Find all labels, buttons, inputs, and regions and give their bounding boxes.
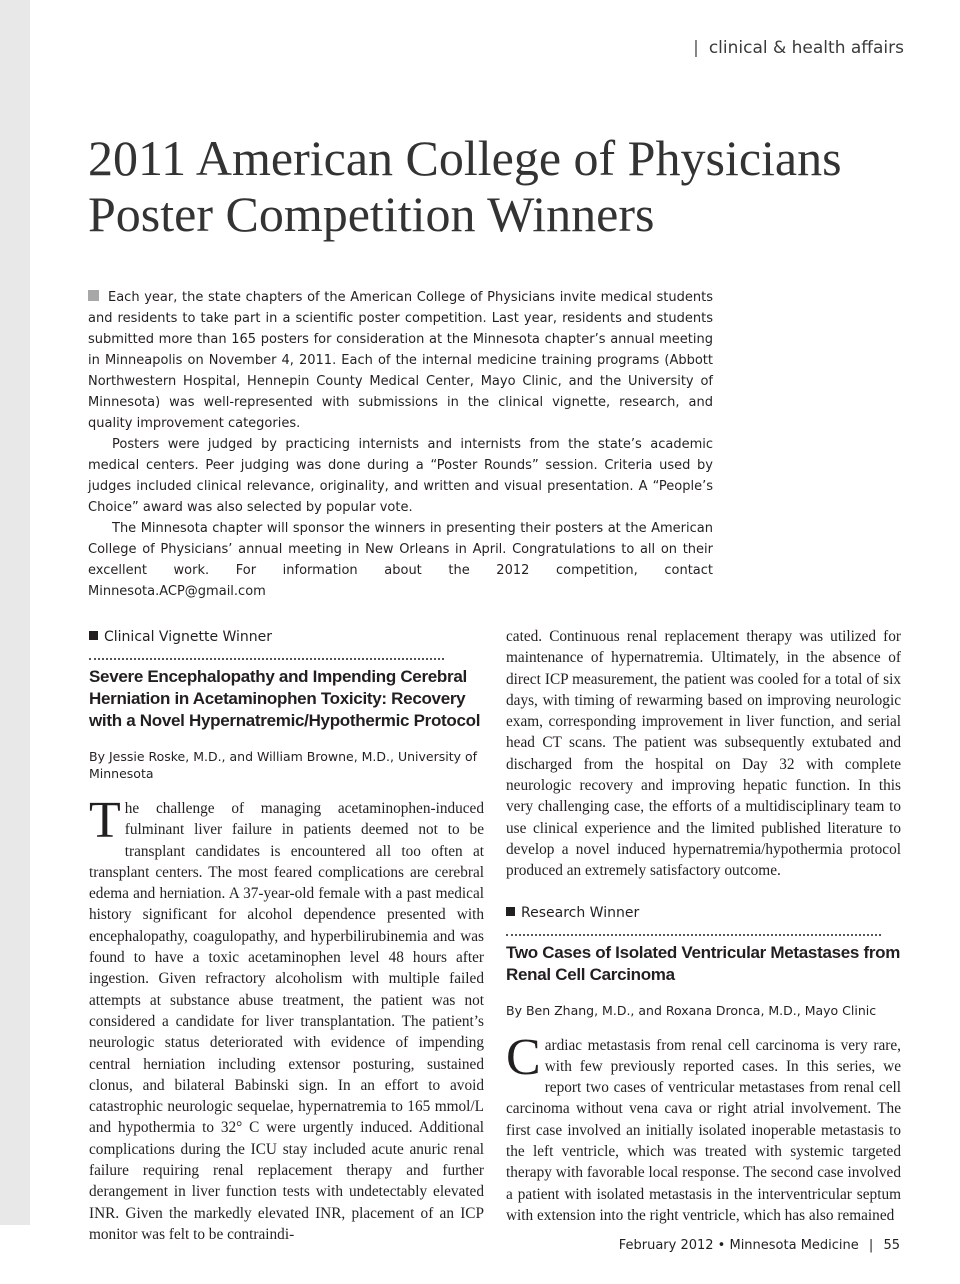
section-label: clinical & health affairs: [708, 38, 904, 58]
article-title: Severe Encephalopathy and Impending Cerebral Herniation in Acetaminophen Toxicity: Recovery with a Novel Hypernatremic/Hypothermic Protocol: [89, 667, 481, 730]
intro-paragraph: Posters were judged by practicing internists and internists from the state’s academic medical centers. Peer judging was done during a “Poster Rounds” session. Criteria used by judges included clinical relevance, originality, and written and visual presentation. A “People’s Choice” award was also selected by popular vote.: [88, 437, 713, 515]
article-byline: By Ben Zhang, M.D., and Roxana Dronca, M.D., Mayo Clinic: [506, 1002, 877, 1018]
intro-paragraph: The Minnesota chapter will sponsor the winners in presenting their posters at the American College of Physicians’ annual meeting in New Orleans in April. Congratulations to all on their excellent work. For information about the 2012 competition, contact Minnesota.ACP@gmail.com: [88, 521, 713, 599]
side-margin-bar: [0, 0, 30, 1225]
article-byline: By Jessie Roske, M.D., and William Browne, M.D., University of Minnesota: [89, 749, 478, 781]
drop-cap: C: [506, 1028, 541, 1086]
intro-paragraph-1-text: Each year, the state chapters of the American College of Physicians invite medical students and residents to take part in a scientific poster competition. Last year, residents and students submitted more than 165 posters for consideration at the Minnesota chapter’s annual meeting in Minneapolis on November 4, 2011. Each of the internal medicine training programs (Abbott Northwestern Hospital, Hennepin County Medical Center, Mayo Clinic, and the University of Minnesota) was well-represented with submissions in the clinical vignette, research, and quality improvement categories.: [88, 290, 713, 431]
award-label: Clinical Vignette Winner: [104, 629, 273, 645]
drop-cap: T: [89, 792, 121, 849]
article-body-text: he challenge of managing acetaminophen-induced fulminant liver failure in patients deemed not to be transplant candidates is encountered all too often at transplant centers. The most feared complications are cerebral edema and herniation. A 37-year-old female with a past medical history significant for alcohol dependence presented with encephalopathy, coagulopathy, and hyperbilirubinemia and was found to have a toxic acetaminophen level 48 hours after ingestion. Given refractory alcoholism with multiple failed attempts at substance abuse treatment, the patient was not considered a candidate for liver transplantation. The patient’s neurologic status deteriorated with evidence of impending central herniation including extensor posturing, sustained clonus, and bilateral Babinski sign. In an effort to avoid catastrophic neurologic sequelae, hypernatremia to 165 mmol/L and hypothermia to 32° C were urgently induced. Additional complications during the ICU stay included acute anuric renal failure requiring renal replacement therapy and further derangement in liver function tests with undetectably elevated INR. Given the markedly elevated INR, placement of an ICP monitor was felt to be contraindi-: [89, 800, 484, 1243]
footer-text: February 2012 • Minnesota Medicine: [618, 1238, 859, 1253]
square-bullet-icon: [506, 907, 515, 916]
dotted-divider: [89, 658, 444, 660]
page-number: 55: [883, 1238, 900, 1253]
intro-paragraph: [88, 287, 713, 434]
header-separator: |: [693, 38, 699, 58]
page-footer: [619, 1238, 900, 1253]
article-body-text: ardiac metastasis from renal cell carcinoma is very rare, with few previously reported cases. In this series, we report two cases of ventricular metastases from renal cell carcinoma without vena cava or right atrial involvement. The first case involved an initially isolated inoperable metastasis to the left ventricle, which was treated with systemic targeted therapy with favorable local response. The second case involved a patient with isolated metastasis in the interventricular septum with extension into the right ventricle, which has also remained: [506, 1036, 901, 1224]
dotted-divider: [506, 934, 881, 936]
article-body: [506, 1028, 901, 1227]
left-column: [89, 626, 484, 1245]
footer-separator: |: [868, 1238, 874, 1253]
award-heading: [506, 902, 901, 924]
right-column: [506, 626, 901, 1226]
article-title: Two Cases of Isolated Ventricular Metastases from Renal Cell Carcinoma: [506, 942, 901, 984]
article-body: [89, 792, 484, 1245]
title-line-2: Poster Competition Winners: [88, 186, 655, 242]
section-header: [693, 38, 904, 58]
intro-text: [88, 287, 713, 602]
square-bullet-icon: [89, 631, 98, 640]
award-heading: [89, 626, 484, 648]
page-title: [88, 130, 908, 242]
title-line-1: 2011 American College of Physicians: [88, 130, 842, 186]
article-body-continued: cated. Continuous renal replacement therapy was utilized for maintenance of hypernatremia. Ultimately, in the absence of direct ICP measurement, the patient was cooled for a total of six days, with timing of rewarming based on improving neurologic exam, corresponding improvement in liver function, and serial head CT scans. The patient was subsequently extubated and discharged from the hospital on Day 32 with complete neurologic recovery and improving hepatic function. In this very challenging case, the efforts of a multidisciplinary team to use clinical experience and the limited published literature to develop a novel induced hypernatremia/hypothermia protocol produced an extremely satisfactory outcome.: [506, 628, 901, 880]
square-bullet-icon: [88, 290, 99, 301]
award-label: Research Winner: [521, 904, 640, 921]
